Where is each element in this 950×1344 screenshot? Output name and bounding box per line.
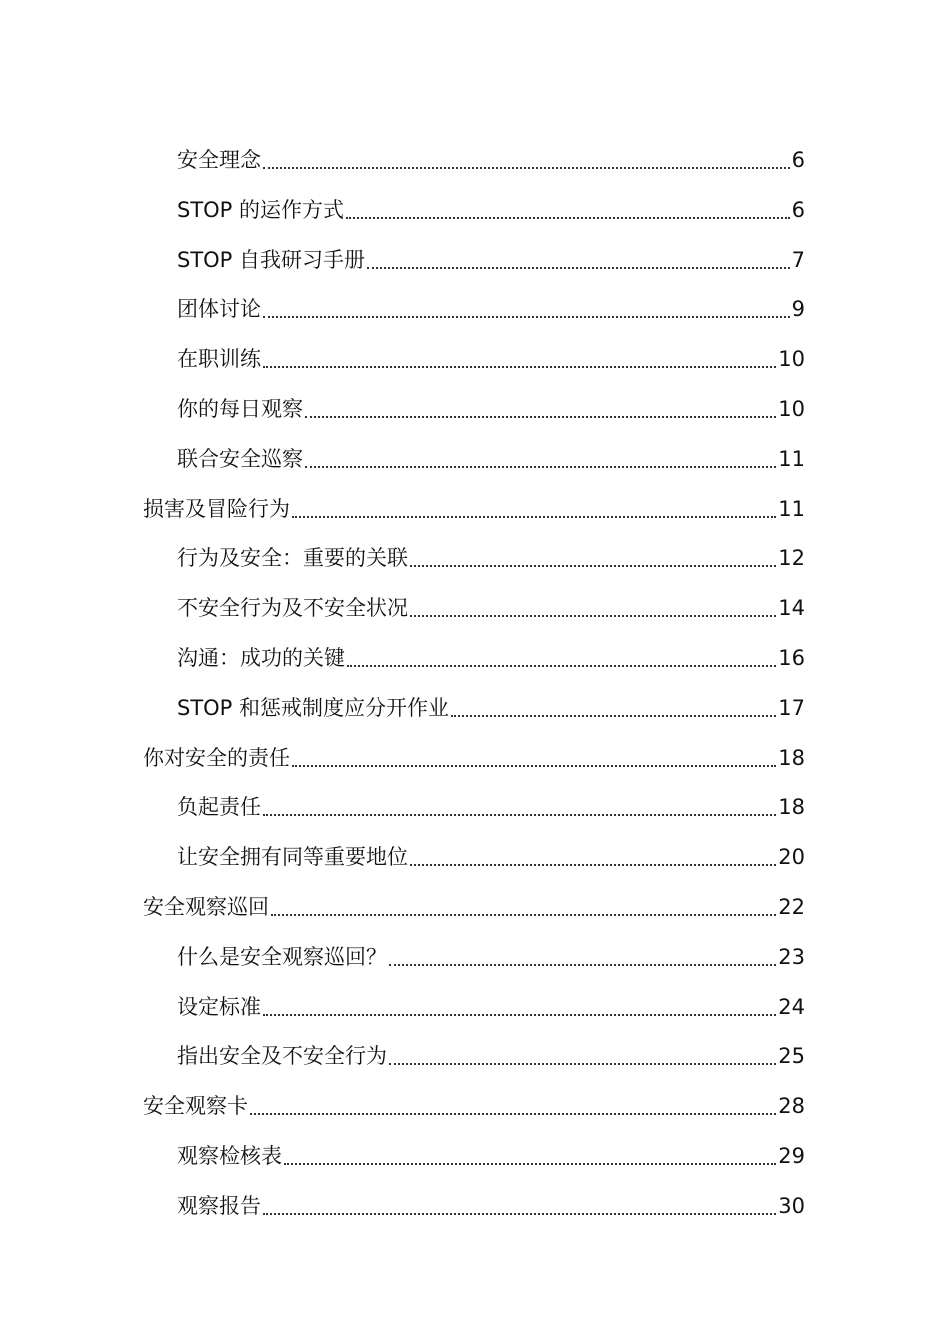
toc-dot-leader	[410, 615, 776, 617]
toc-entry[interactable]	[177, 175, 805, 225]
toc-entry-title: STOP 的运作方式	[177, 197, 345, 222]
toc-entry-title: STOP 和惩戒制度应分开作业	[177, 695, 450, 720]
toc-entry-title: 指出安全及不安全行为	[177, 1044, 387, 1069]
toc-entry-page-number: 30	[778, 1193, 805, 1218]
toc-entry-title: 行为及安全：重要的关联	[177, 546, 408, 571]
toc-entry[interactable]	[143, 1071, 805, 1121]
toc-entry-title: 安全理念	[177, 148, 261, 172]
toc-entry-page-number: 10	[778, 397, 805, 421]
toc-entry[interactable]	[177, 822, 805, 872]
toc-entry[interactable]	[177, 374, 805, 424]
toc-entry[interactable]	[143, 872, 805, 922]
toc-entry[interactable]	[177, 1121, 805, 1171]
toc-entry-title: 安全观察巡回	[143, 895, 269, 919]
toc-entry-title: 你的每日观察	[177, 397, 303, 421]
toc-entry[interactable]	[177, 573, 805, 623]
toc-entry-title: 设定标准	[177, 994, 261, 1019]
toc-entry[interactable]	[177, 1021, 805, 1071]
toc-entry-page-number: 7	[791, 247, 805, 272]
toc-entry[interactable]	[177, 324, 805, 374]
toc-entry-page-number: 18	[778, 795, 805, 820]
toc-entry-title: 损害及冒险行为	[143, 496, 290, 521]
toc-dot-leader	[389, 964, 776, 966]
toc-entry[interactable]	[143, 723, 805, 773]
toc-entry-page-number: 22	[778, 895, 805, 919]
toc-dot-leader	[292, 765, 776, 767]
toc-entry-title: 安全观察卡	[143, 1094, 248, 1119]
toc-entry-title: 不安全行为及不安全状况	[177, 596, 408, 621]
toc-entry-page-number: 11	[778, 446, 805, 471]
toc-entry-title: 你对安全的责任	[143, 745, 290, 770]
toc-entry[interactable]	[177, 922, 805, 972]
toc-entry-title: 沟通：成功的关键	[177, 646, 345, 670]
toc-entry-page-number: 25	[778, 1044, 805, 1069]
toc-dot-leader	[346, 217, 790, 219]
toc-entry-title: 让安全拥有同等重要地位	[177, 845, 408, 870]
toc-entry[interactable]	[177, 424, 805, 474]
toc-entry[interactable]	[177, 673, 805, 723]
toc-entry-page-number: 16	[778, 646, 805, 670]
toc-dot-leader	[292, 516, 776, 518]
toc-dot-leader	[305, 466, 776, 468]
toc-entry[interactable]	[177, 125, 805, 175]
toc-entry-page-number: 18	[778, 745, 805, 770]
toc-entry-page-number: 23	[778, 944, 805, 969]
toc-entry-page-number: 11	[778, 496, 805, 521]
toc-entry-page-number: 28	[778, 1094, 805, 1119]
toc-dot-leader	[263, 814, 776, 816]
toc-entry-page-number: 17	[778, 695, 805, 720]
toc-entry-page-number: 20	[778, 845, 805, 870]
toc-entry-title: 什么是安全观察巡回？	[177, 944, 387, 969]
toc-entry[interactable]	[177, 623, 805, 673]
toc-entry-page-number: 9	[791, 297, 805, 322]
toc-entry-title: 观察检核表	[177, 1144, 282, 1168]
toc-dot-leader	[263, 366, 776, 368]
toc-dot-leader	[410, 565, 776, 567]
toc-dot-leader	[451, 715, 776, 717]
toc-entry[interactable]	[177, 772, 805, 822]
toc-dot-leader	[367, 267, 790, 269]
toc-entry-page-number: 29	[778, 1144, 805, 1168]
toc-entry-title: 观察报告	[177, 1193, 261, 1218]
toc-entry[interactable]	[177, 972, 805, 1022]
toc-entry-page-number: 6	[791, 197, 805, 222]
toc-entry[interactable]	[177, 1171, 805, 1221]
toc-entry[interactable]	[177, 225, 805, 275]
toc-dot-leader	[271, 914, 776, 916]
toc-dot-leader	[250, 1113, 776, 1115]
toc-entry-page-number: 6	[791, 148, 805, 172]
toc-dot-leader	[305, 416, 776, 418]
toc-dot-leader	[347, 665, 776, 667]
toc-entry-page-number: 12	[778, 546, 805, 571]
toc-entry-title: 在职训练	[177, 347, 261, 372]
toc-dot-leader	[389, 1063, 776, 1065]
toc-dot-leader	[263, 1014, 776, 1016]
toc-entry-title: 团体讨论	[177, 297, 261, 322]
toc-entry-title: 联合安全巡察	[177, 446, 303, 471]
toc-entry[interactable]	[143, 474, 805, 524]
toc-dot-leader	[284, 1163, 776, 1165]
toc-dot-leader	[263, 167, 790, 169]
toc-entry-title: 负起责任	[177, 795, 261, 820]
toc-dot-leader	[410, 864, 776, 866]
toc-entry-page-number: 14	[778, 596, 805, 621]
toc-entry[interactable]	[177, 274, 805, 324]
toc-entry-page-number: 10	[778, 347, 805, 372]
toc-entry-page-number: 24	[778, 994, 805, 1019]
toc-entry[interactable]	[177, 523, 805, 573]
toc-entry-title: STOP 自我研习手册	[177, 247, 366, 272]
toc-dot-leader	[263, 1213, 776, 1215]
toc-dot-leader	[263, 316, 790, 318]
